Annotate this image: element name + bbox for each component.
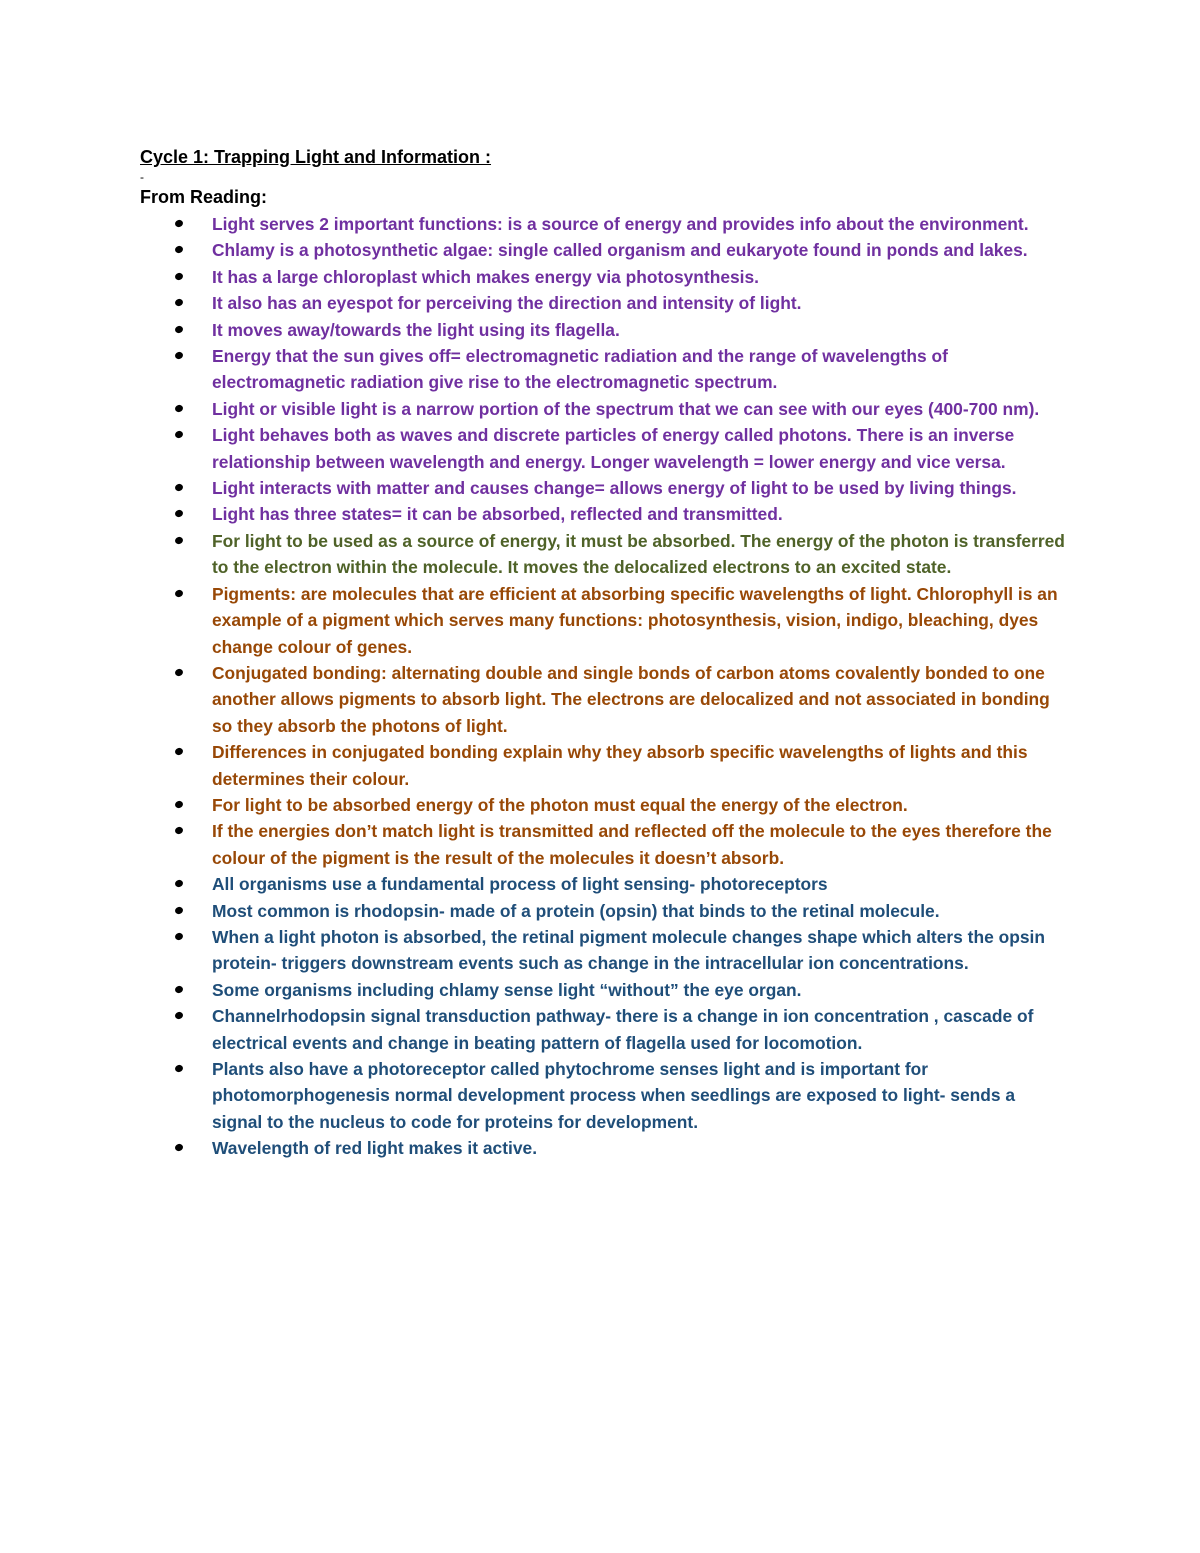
bullet-icon bbox=[174, 1064, 184, 1073]
bullet-icon bbox=[174, 404, 184, 413]
list-item bbox=[140, 660, 1070, 739]
bullet-icon bbox=[174, 985, 184, 994]
list-item-text: Light has three states= it can be absorbed, reflected and transmitted. bbox=[212, 504, 783, 525]
bullet-icon bbox=[174, 905, 184, 914]
list-item-text: Pigments: are molecules that are efficient at absorbing specific wavelengths of light. Chlorophyll is an example of a pigment which serves many functions: photosynthesis, vision, indigo, bleaching, dyes change colour of genes. bbox=[212, 583, 1058, 657]
list-item-text: Energy that the sun gives off= electromagnetic radiation and the range of wavelengths of electromagnetic radiation give rise to the electromagnetic spectrum. bbox=[212, 346, 948, 393]
bullet-icon bbox=[174, 536, 184, 545]
list-item-text: Channelrhodopsin signal transduction pathway- there is a change in ion concentration , cascade of electrical events and change in beating pattern of flagella used for locomotion. bbox=[212, 1006, 1034, 1053]
list-item bbox=[140, 396, 1070, 422]
bullet-icon bbox=[174, 245, 184, 254]
list-item bbox=[140, 1003, 1070, 1056]
list-item bbox=[140, 977, 1070, 1003]
bullet-icon bbox=[174, 589, 184, 598]
list-item-text: Light or visible light is a narrow portion of the spectrum that we can see with our eyes (400-700 nm). bbox=[212, 398, 1040, 419]
list-item-text: When a light photon is absorbed, the retinal pigment molecule changes shape which alters the opsin protein- triggers downstream events such as change in the intracellular ion concentrations. bbox=[212, 926, 1045, 974]
list-item bbox=[140, 422, 1070, 475]
list-item-text: Light serves 2 important functions: is a source of energy and provides info about the environment. bbox=[212, 214, 1029, 234]
list-item-text: Plants also have a photoreceptor called phytochrome senses light and is important for photomorphogenesis normal development process when seedlings are exposed to light- sends a signal to the nucleus to code for proteins for development. bbox=[212, 1059, 1016, 1132]
list-item bbox=[140, 1135, 1070, 1161]
dash-line: - bbox=[140, 170, 144, 184]
list-item-text: Wavelength of red light makes it active. bbox=[212, 1138, 538, 1159]
list-item-text: Chlamy is a photosynthetic algae: single called organism and eukaryote found in ponds and lakes. bbox=[212, 240, 1028, 261]
bullet-icon bbox=[174, 1011, 184, 1020]
list-item bbox=[140, 264, 1070, 290]
bullet-list bbox=[140, 211, 1070, 1162]
bullet-icon bbox=[174, 298, 184, 307]
list-item-text: Some organisms including chlamy sense light “without” the eye organ. bbox=[212, 979, 802, 1000]
list-item bbox=[140, 237, 1070, 263]
bullet-icon bbox=[174, 879, 184, 888]
list-item bbox=[140, 739, 1070, 792]
list-item bbox=[140, 211, 1070, 237]
bullet-icon bbox=[174, 1143, 184, 1152]
list-item-text: Most common is rhodopsin- made of a protein (opsin) that binds to the retinal molecule. bbox=[212, 900, 940, 921]
list-item-text: Conjugated bonding: alternating double and single bonds of carbon atoms covalently bonded to one another allows pigments to absorb light. The electrons are delocalized and not associated in bonding so they absorb the photons of light. bbox=[212, 662, 1050, 736]
bullet-icon bbox=[174, 826, 184, 835]
list-item bbox=[140, 898, 1070, 924]
document-body bbox=[140, 144, 1070, 1162]
list-item-text: All organisms use a fundamental process of light sensing- photoreceptors bbox=[212, 874, 828, 895]
list-item bbox=[140, 501, 1070, 527]
list-item bbox=[140, 1056, 1070, 1135]
list-item-text: Differences in conjugated bonding explain why they absorb specific wavelengths of lights and this determines their colour. bbox=[212, 742, 1028, 789]
bullet-icon bbox=[174, 351, 184, 360]
list-item-text: For light to be used as a source of energy, it must be absorbed. The energy of the photon is transferred to the electron within the molecule. It moves the delocalized electrons to an excited state. bbox=[212, 530, 1065, 578]
bullet-icon bbox=[174, 668, 184, 677]
list-item-text: Light behaves both as waves and discrete particles of energy called photons. There is an inverse relationship between wavelength and energy. Longer wavelength = lower energy and vice versa. bbox=[212, 425, 1015, 472]
section-heading: From Reading: bbox=[140, 187, 268, 207]
bullet-icon bbox=[174, 219, 184, 228]
list-item-text: It also has an eyespot for perceiving the direction and intensity of light. bbox=[212, 293, 802, 314]
bullet-icon bbox=[174, 430, 184, 439]
bullet-icon bbox=[174, 509, 184, 518]
list-item bbox=[140, 818, 1070, 871]
list-item-text: For light to be absorbed energy of the photon must equal the energy of the electron. bbox=[212, 794, 908, 815]
bullet-icon bbox=[174, 800, 184, 809]
list-item-text: It has a large chloroplast which makes energy via photosynthesis. bbox=[212, 266, 760, 287]
list-item bbox=[140, 343, 1070, 396]
list-item bbox=[140, 792, 1070, 818]
list-item-text: Light interacts with matter and causes change= allows energy of light to be used by living things. bbox=[212, 478, 1017, 499]
list-item-text: If the energies don’t match light is transmitted and reflected off the molecule to the eyes therefore the colour of the pigment is the result of the molecules it doesn’t absorb. bbox=[212, 821, 1052, 868]
list-item bbox=[140, 528, 1070, 581]
list-item bbox=[140, 290, 1070, 316]
list-item bbox=[140, 871, 1070, 897]
list-item bbox=[140, 317, 1070, 343]
list-item bbox=[140, 475, 1070, 501]
bullet-icon bbox=[174, 932, 184, 941]
page-title: Cycle 1: Trapping Light and Information : bbox=[140, 147, 492, 167]
bullet-icon bbox=[174, 324, 184, 333]
list-item bbox=[140, 581, 1070, 660]
bullet-icon bbox=[174, 747, 184, 756]
list-item bbox=[140, 924, 1070, 977]
bullet-icon bbox=[174, 483, 184, 492]
list-item-text: It moves away/towards the light using its flagella. bbox=[212, 319, 620, 340]
bullet-icon bbox=[174, 272, 184, 281]
